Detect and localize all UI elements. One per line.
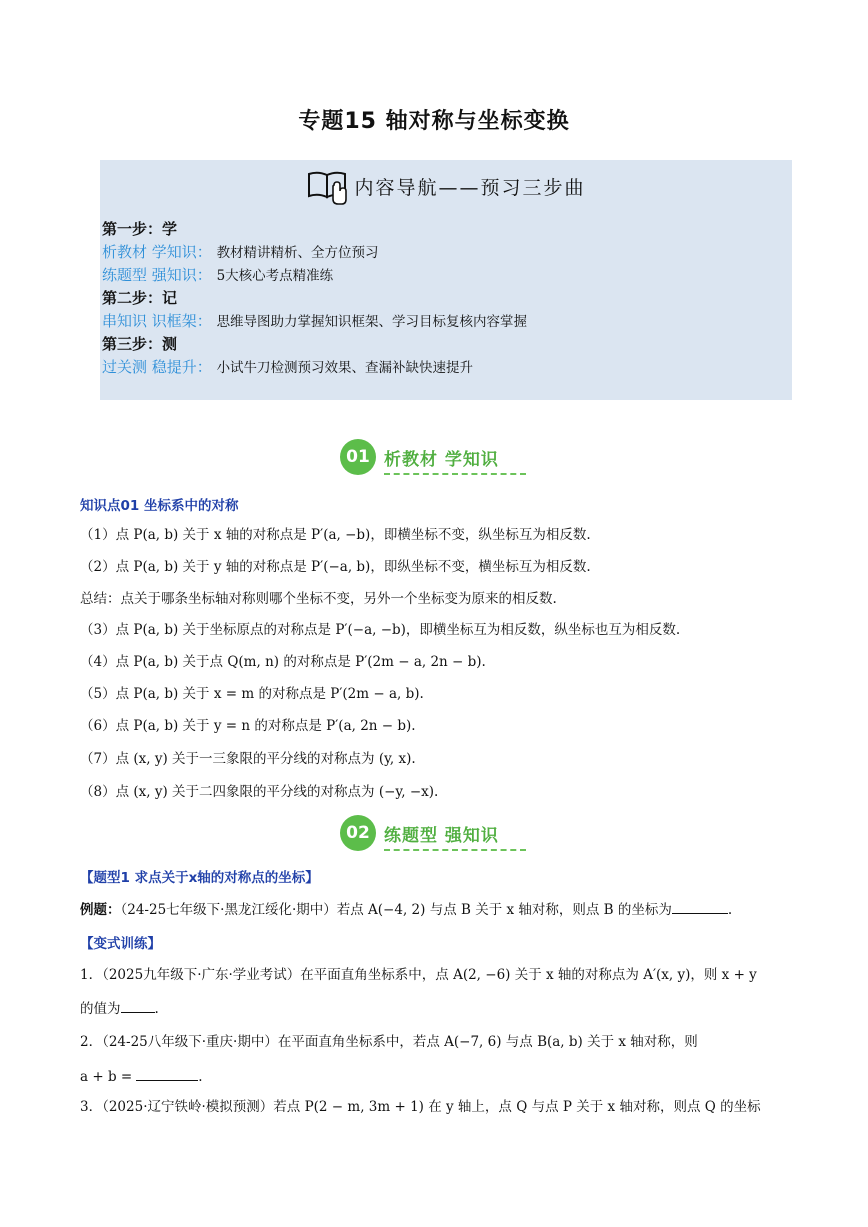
page-title: 专题15 轴对称与坐标变换 bbox=[298, 109, 570, 134]
section-banner-1 bbox=[340, 437, 530, 477]
nav-item-4-desc: 小试牛刀检测预习效果、查漏补缺快速提升 bbox=[216, 360, 474, 376]
question-1-text: 的值为 bbox=[80, 1001, 121, 1017]
answer-blank[interactable] bbox=[121, 998, 155, 1013]
question-1-line-1: 1．（2025九年级下·广东·学业考试）在平面直角坐标系中，点 A(2, −6) 关于 x 轴的对称点为 A′(x, y)，则 x + y bbox=[80, 967, 757, 983]
nav-item-1-key: 析教材 学知识： bbox=[102, 243, 212, 261]
answer-blank[interactable] bbox=[672, 899, 728, 914]
example-text: （24-25七年级下·黑龙江绥化·期中）若点 A(−4, 2) 与点 B 关于 x 轴对称，则点 B 的坐标为 bbox=[120, 902, 672, 918]
example-question: 例题：（24-25七年级下·黑龙江绥化·期中）若点 A(−4, 2) 与点 B 关于 x 轴对称，则点 B 的坐标为 . bbox=[80, 899, 732, 919]
question-3-line-1: 3．（2025·辽宁铁岭·模拟预测）若点 P(2 − m, 3m + 1) 在 y 轴上，点 Q 与点 P 关于 x 轴对称，则点 Q 的坐标 bbox=[80, 1099, 761, 1115]
question-1-line-2: 的值为 . bbox=[80, 998, 159, 1018]
nav-item-2-key: 练题型 强知识： bbox=[102, 266, 212, 284]
section-underline bbox=[384, 473, 526, 475]
kp-line-4: （4）点 P(a, b) 关于点 Q(m, n) 的对称点是 P′(2m − a, 2n − b). bbox=[80, 654, 486, 670]
kp-line-3: （3）点 P(a, b) 关于坐标原点的对称点是 P′(−a, −b)，即横坐标互为相反数，纵坐标也互为相反数. bbox=[80, 622, 681, 638]
kp-summary: 总结：点关于哪条坐标轴对称则哪个坐标不变，另外一个坐标变为原来的相反数. bbox=[80, 591, 557, 607]
nav-item-3-key: 串知识 识框架： bbox=[102, 312, 212, 330]
kp-line-5: （5）点 P(a, b) 关于 x = m 的对称点是 P′(2m − a, b). bbox=[80, 686, 424, 702]
book-hand-icon bbox=[306, 166, 350, 206]
question-2-text: a + b = bbox=[80, 1069, 133, 1085]
question-type-title: 【题型1 求点关于x轴的对称点的坐标】 bbox=[80, 870, 319, 886]
kp-line-7: （7）点 (x, y) 关于一三象限的平分线的对称点为 (y, x). bbox=[80, 751, 416, 767]
nav-item-2-desc: 5大核心考点精准练 bbox=[216, 268, 334, 284]
kp-line-2: （2）点 P(a, b) 关于 y 轴的对称点是 P′(−a, b)，即纵坐标不变，横坐标互为相反数. bbox=[80, 559, 591, 575]
section-label: 析教材 学知识 bbox=[384, 450, 499, 470]
question-2-line-2: a + b = . bbox=[80, 1066, 202, 1086]
nav-item-3 bbox=[102, 311, 527, 332]
example-label: 例题： bbox=[80, 902, 121, 918]
answer-blank[interactable] bbox=[136, 1066, 198, 1081]
step3-heading: 第三步：测 bbox=[102, 335, 178, 353]
section-underline bbox=[384, 849, 526, 851]
section-banner-2 bbox=[340, 813, 530, 853]
step1-heading: 第一步：学 bbox=[102, 220, 178, 238]
variant-training-title: 【变式训练】 bbox=[80, 936, 161, 952]
nav-item-3-desc: 思维导图助力掌握知识框架、学习目标复核内容掌握 bbox=[216, 314, 528, 330]
nav-item-1 bbox=[102, 242, 379, 263]
nav-item-4 bbox=[102, 357, 473, 378]
section-number-badge: 02 bbox=[340, 815, 376, 851]
nav-title: 内容导航——预习三步曲 bbox=[354, 176, 586, 199]
nav-header bbox=[100, 166, 792, 206]
nav-item-1-desc: 教材精讲精析、全方位预习 bbox=[216, 245, 379, 261]
nav-item-2 bbox=[102, 265, 333, 286]
step2-heading: 第二步：记 bbox=[102, 289, 178, 307]
knowledge-point-title: 知识点01 坐标系中的对称 bbox=[80, 498, 239, 514]
kp-line-1: （1）点 P(a, b) 关于 x 轴的对称点是 P′(a, −b)，即横坐标不变，纵坐标互为相反数. bbox=[80, 527, 591, 543]
section-label: 练题型 强知识 bbox=[384, 826, 499, 846]
kp-line-6: （6）点 P(a, b) 关于 y = n 的对称点是 P′(a, 2n − b). bbox=[80, 718, 416, 734]
kp-line-8: （8）点 (x, y) 关于二四象限的平分线的对称点为 (−y, −x). bbox=[80, 784, 439, 800]
question-2-line-1: 2．（24-25八年级下·重庆·期中）在平面直角坐标系中，若点 A(−7, 6) 与点 B(a, b) 关于 x 轴对称，则 bbox=[80, 1034, 698, 1050]
section-number-badge: 01 bbox=[340, 439, 376, 475]
nav-item-4-key: 过关测 稳提升： bbox=[102, 358, 212, 376]
content-navigation-box bbox=[100, 160, 792, 400]
